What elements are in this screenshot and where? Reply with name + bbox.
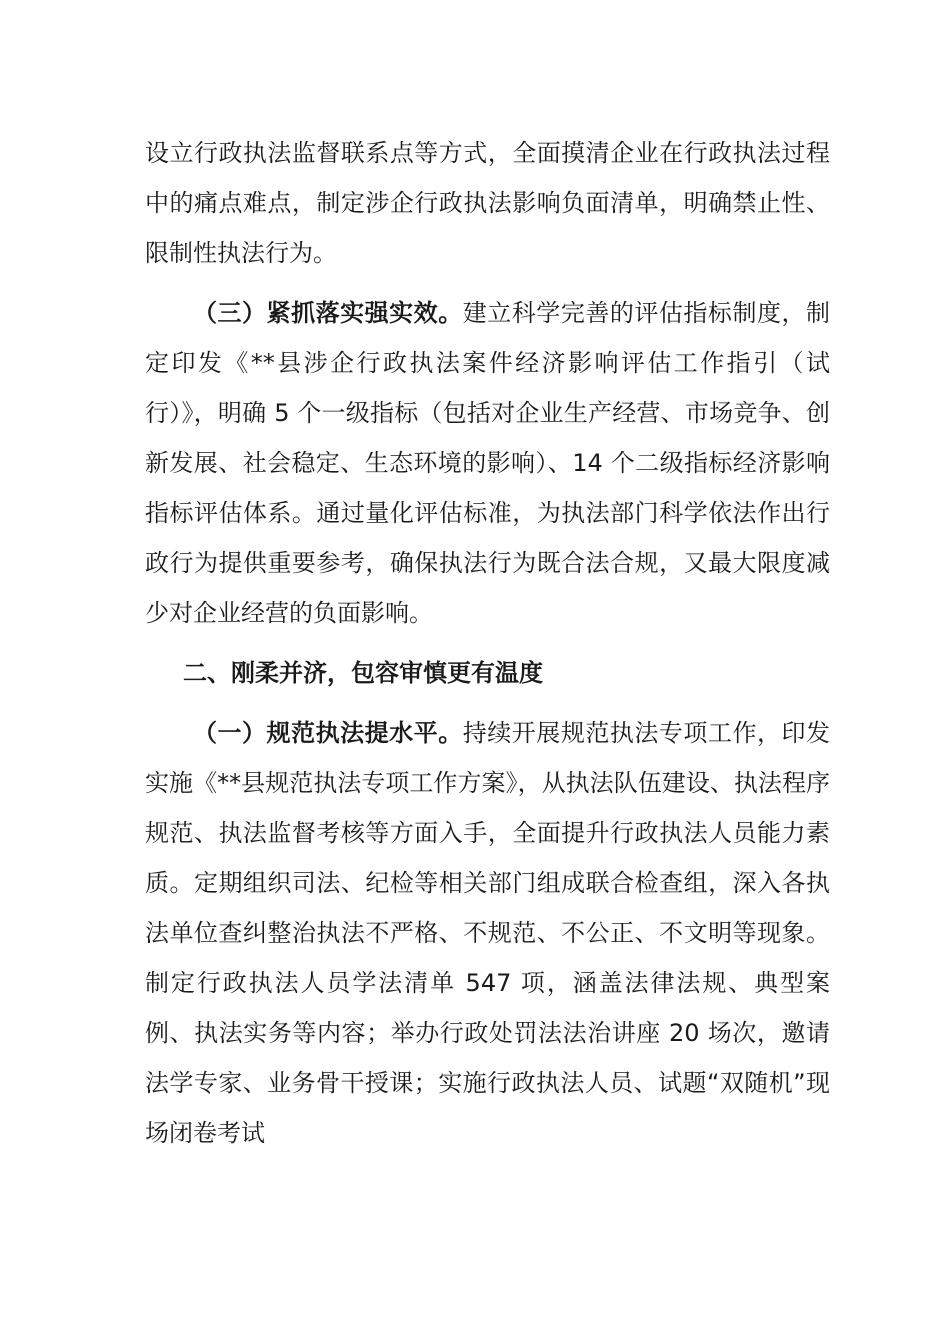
paragraph-lead-bold: （三）紧抓落实强实效。 [193, 299, 463, 327]
paragraph-standardize-enforcement [145, 708, 830, 1158]
section-heading: 二、刚柔并济，包容审慎更有温度 [183, 659, 543, 687]
paragraph-body-text: 持续开展规范执法专项工作，印发实施《**县规范执法专项工作方案》，从执法队伍建设、执法程序规范、执法监督考核等方面入手，全面提升行政执法人员能力素质。定期组织司法、纪检等相关部门组成联合检查组，深入各执法单位查纠整治执法不严格、不规范、不公正、不文明等现象。制定行政执法人员学法清单 547 项，涵盖法律法规、典型案例、执法实务等内容；举办行政处罚法法治讲座 20 场次，邀请法学专家、业务骨干授课；实施行政执法人员、试题“双随机”现场闭卷考试 [145, 719, 831, 1147]
paragraph-lead-bold: （一）规范执法提水平。 [193, 719, 463, 747]
document-body [145, 128, 830, 1158]
paragraph-continuation: 设立行政执法监督联系点等方式，全面摸清企业在行政执法过程中的痛点难点，制定涉企行政执法影响负面清单，明确禁止性、限制性执法行为。 [145, 139, 830, 267]
paragraph-body-text: 建立科学完善的评估指标制度，制定印发《**县涉企行政执法案件经济影响评估工作指引（试行）》，明确 5 个一级指标（包括对企业生产经营、市场竞争、创新发展、社会稳定、生态环境的影响）、14 个二级指标经济影响指标评估体系。通过量化评估标准，为执法部门科学依法作出行政行为提供重要参考，确保执法行为既合法合规，又最大限度减少对企业经营的负面影响。 [145, 299, 831, 627]
paragraph-implementation [145, 288, 830, 638]
